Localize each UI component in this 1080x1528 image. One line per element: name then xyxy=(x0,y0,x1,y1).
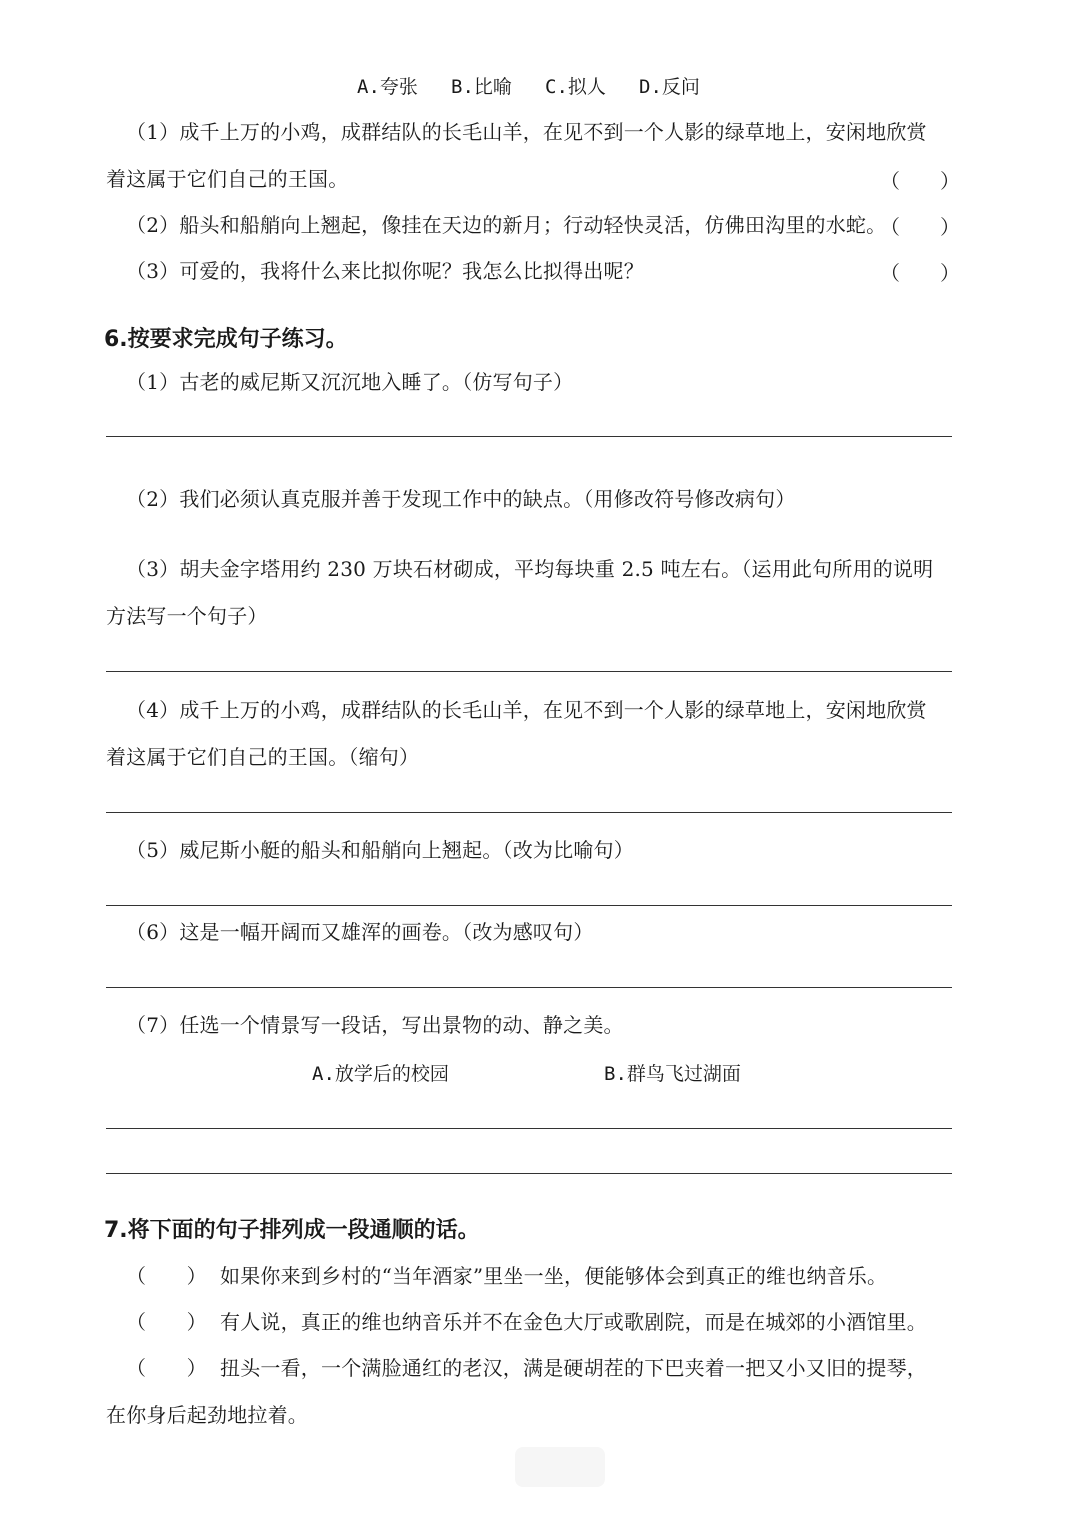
q6-item-2: （2）我们必须认真克服并善于发现工作中的缺点。（用修改符号修改病句） xyxy=(126,487,796,511)
scene-choice-a: A.放学后的校园 xyxy=(312,1063,449,1085)
q6-item-3-line2: 方法写一个句子） xyxy=(106,604,268,628)
q7-blank-2[interactable]: （ ） xyxy=(126,1310,207,1334)
option-b: B.比喻 xyxy=(451,76,512,98)
q5-item-2: （2）船头和船艄向上翘起，像挂在天边的新月；行动轻快灵活，仿佛田沟里的水蛇。 xyxy=(126,213,887,237)
q5-item-1-line2: 着这属于它们自己的王国。 xyxy=(106,167,349,191)
q7-blank-3[interactable]: （ ） xyxy=(126,1356,207,1380)
answer-line[interactable] xyxy=(106,1128,952,1129)
q7-sentence-3-line1: 扭头一看，一个满脸通红的老汉，满是硬胡茬的下巴夹着一把又小又旧的提琴， xyxy=(220,1356,927,1380)
q6-item-6: （6）这是一幅开阔而又雄浑的画卷。（改为感叹句） xyxy=(126,920,594,944)
q7-sentence-3-line2: 在你身后起劲地拉着。 xyxy=(106,1403,308,1427)
q6-item-7: （7）任选一个情景写一段话，写出景物的动、静之美。 xyxy=(126,1013,624,1037)
q7-heading: 7.将下面的句子排列成一段通顺的话。 xyxy=(104,1218,480,1243)
q5-item-3: （3）可爱的，我将什么来比拟你呢？我怎么比拟得出呢？ xyxy=(126,259,644,283)
answer-line[interactable] xyxy=(106,905,952,906)
answer-line[interactable] xyxy=(106,1173,952,1174)
option-c: C.拟人 xyxy=(545,76,606,98)
q6-heading: 6.按要求完成句子练习。 xyxy=(104,327,348,352)
q5-answer-blank-3[interactable]: （ ） xyxy=(880,261,960,285)
q7-blank-1[interactable]: （ ） xyxy=(126,1264,207,1288)
q6-item-3-line1: （3）胡夫金字塔用约 230 万块石材砌成，平均每块重 2.5 吨左右。（运用此句所用的说明 xyxy=(126,557,934,581)
scan-mark xyxy=(515,1447,605,1487)
answer-line[interactable] xyxy=(106,671,952,672)
option-d: D.反问 xyxy=(639,76,700,98)
option-a: A.夸张 xyxy=(357,76,418,98)
q5-answer-blank-2[interactable]: （ ） xyxy=(880,215,960,239)
scene-choice-b: B.群鸟飞过湖面 xyxy=(604,1063,741,1085)
answer-line[interactable] xyxy=(106,987,952,988)
q6-item-5: （5）威尼斯小艇的船头和船艄向上翘起。（改为比喻句） xyxy=(126,838,634,862)
q7-sentence-2: 有人说，真正的维也纳音乐并不在金色大厅或歌剧院，而是在城郊的小酒馆里。 xyxy=(220,1310,927,1334)
q6-item-1: （1）古老的威尼斯又沉沉地入睡了。（仿写句子） xyxy=(126,370,574,394)
q7-sentence-1: 如果你来到乡村的“当年酒家”里坐一坐，便能够体会到真正的维也纳音乐。 xyxy=(220,1264,888,1288)
q5-item-1-line1: （1）成千上万的小鸡，成群结队的长毛山羊，在见不到一个人影的绿草地上，安闲地欣赏 xyxy=(126,120,927,144)
answer-line[interactable] xyxy=(106,436,952,437)
q5-answer-blank-1[interactable]: （ ） xyxy=(880,169,960,193)
answer-line[interactable] xyxy=(106,812,952,813)
q6-item-4-line2: 着这属于它们自己的王国。（缩句） xyxy=(106,745,420,769)
q6-item-4-line1: （4）成千上万的小鸡，成群结队的长毛山羊，在见不到一个人影的绿草地上，安闲地欣赏 xyxy=(126,698,927,722)
